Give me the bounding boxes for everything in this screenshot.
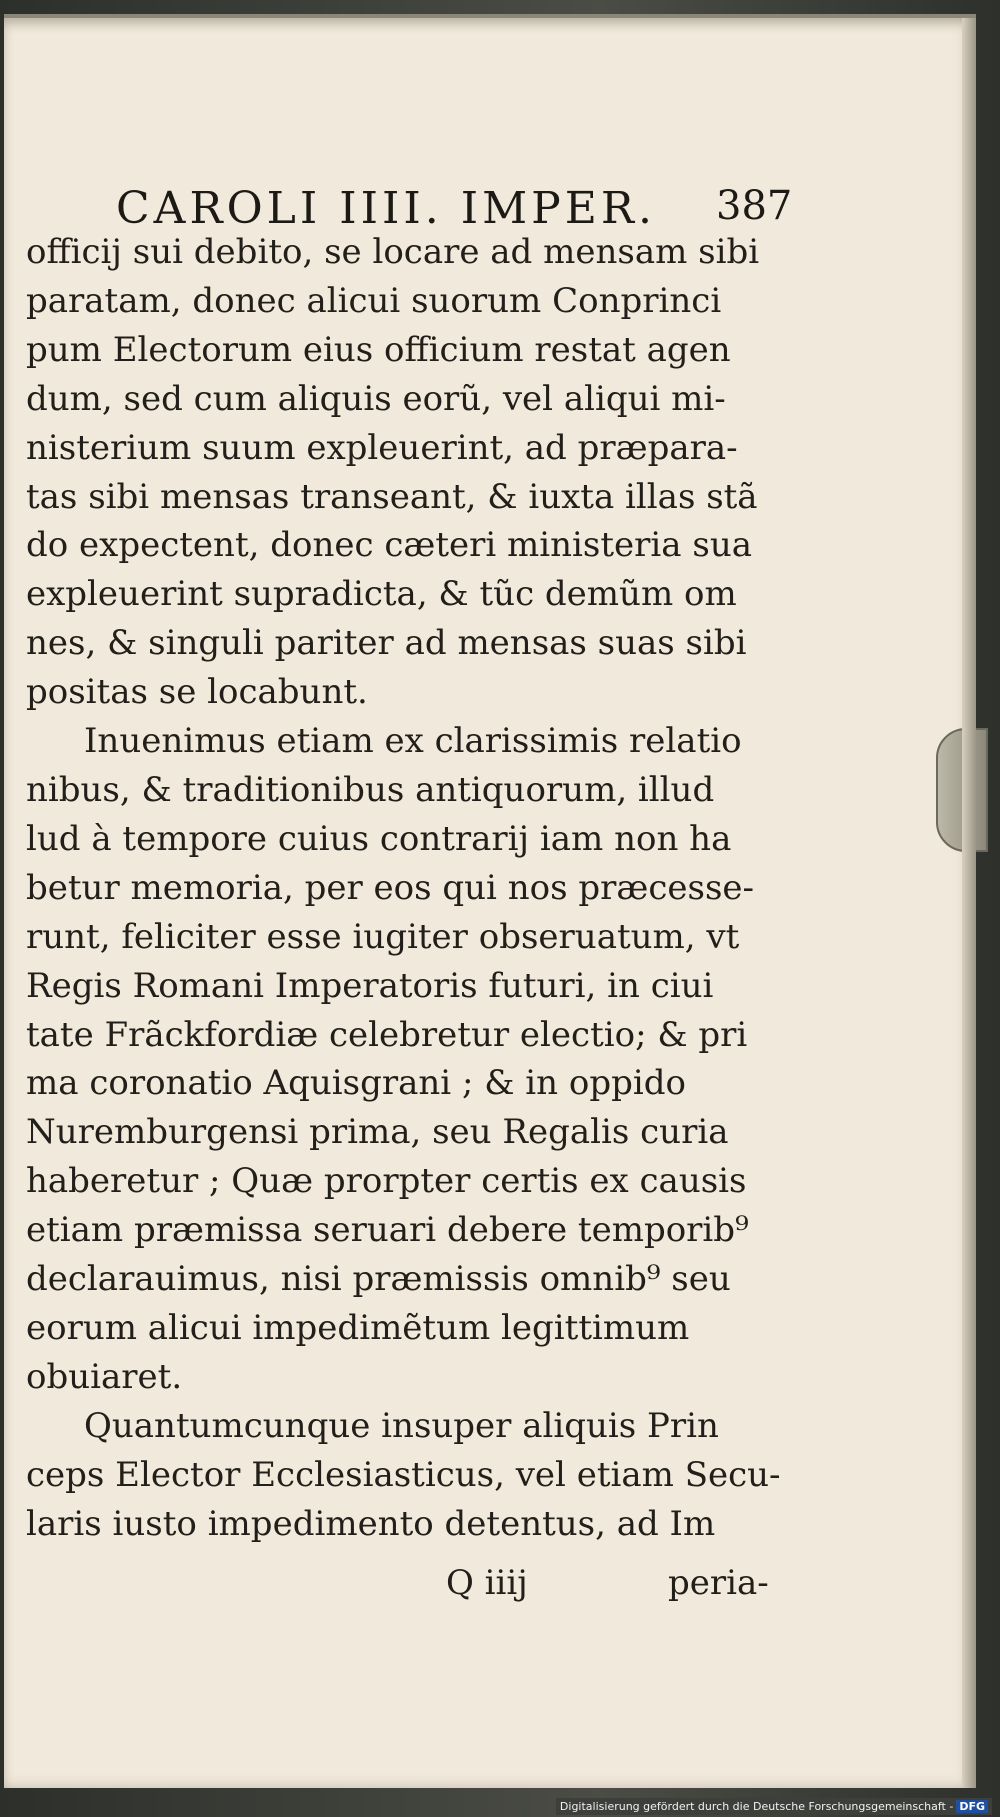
text-line: Nuremburgensi prima, seu Regalis curia [26, 1112, 729, 1153]
text-line: obuiaret. [26, 1356, 183, 1397]
text-line: runt, feliciter esse iugiter obseruatum, vt [26, 916, 740, 957]
text-line: officij sui debito, se locare ad mensam sibi [26, 232, 760, 272]
catchword: peria- [668, 1563, 769, 1603]
text-line: ma coronatio Aquisgrani ; & in oppido [26, 1063, 686, 1104]
text-line: betur memoria, per eos qui nos præcesse- [26, 867, 754, 908]
text-line: dum, sed cum aliquis eorũ, vel aliqui mi- [26, 378, 726, 419]
book-page [4, 14, 976, 1788]
text-line: tas sibi mensas transeant, & iuxta illas stã [26, 476, 758, 517]
text-line: lud à tempore cuius contrarij iam non ha [26, 818, 732, 859]
folio-number: 387 [716, 183, 793, 229]
text-line: positas se locabunt. [26, 672, 368, 713]
text-line: expleuerint supradicta, & tũc demũm om [26, 574, 737, 615]
text-line: eorum alicui impedimẽtum legittimum [26, 1307, 690, 1348]
text-line: declarauimus, nisi præmissis omnib⁹ seu [26, 1259, 731, 1300]
credit-text: Digitalisierung gefördert durch die Deutsche Forschungsgemeinschaft - [559, 1800, 954, 1813]
text-line: nibus, & traditionibus antiquorum, illud [26, 769, 715, 810]
paragraph-start-line: Quantumcunque insuper aliquis Prin [84, 1405, 719, 1446]
text-line: nisterium suum expleuerint, ad præpara- [26, 427, 738, 468]
text-line: ceps Elector Ecclesiasticus, vel etiam Secu- [26, 1454, 781, 1495]
dfg-logo: DFG [956, 1800, 988, 1813]
page-clip [936, 728, 988, 852]
text-line: tate Frãckfordiæ celebretur electio; & pri [26, 1014, 748, 1055]
text-line: haberetur ; Quæ prorpter certis ex causis [26, 1161, 747, 1202]
digitization-credit [556, 1798, 992, 1815]
text-line: paratam, donec alicui suorum Conprinci [26, 280, 722, 321]
text-line: do expectent, donec cæteri ministeria sua [26, 525, 752, 566]
text-line: pum Electorum eius officium restat agen [26, 329, 731, 370]
text-line: etiam præmissa seruari debere temporib⁹ [26, 1210, 749, 1251]
text-line: Regis Romani Imperatoris futuri, in ciui [26, 965, 714, 1006]
signature-mark: Q iiij [446, 1563, 528, 1603]
page-footer [4, 1563, 976, 1613]
text-line: nes, & singuli pariter ad mensas suas sibi [26, 623, 747, 664]
body-text [26, 228, 796, 1548]
text-line: laris iusto impedimento detentus, ad Im [26, 1503, 716, 1544]
running-title: CAROLI IIII. IMPER. [116, 183, 656, 234]
paragraph-start-line: Inuenimus etiam ex clarissimis relatio [84, 721, 742, 762]
